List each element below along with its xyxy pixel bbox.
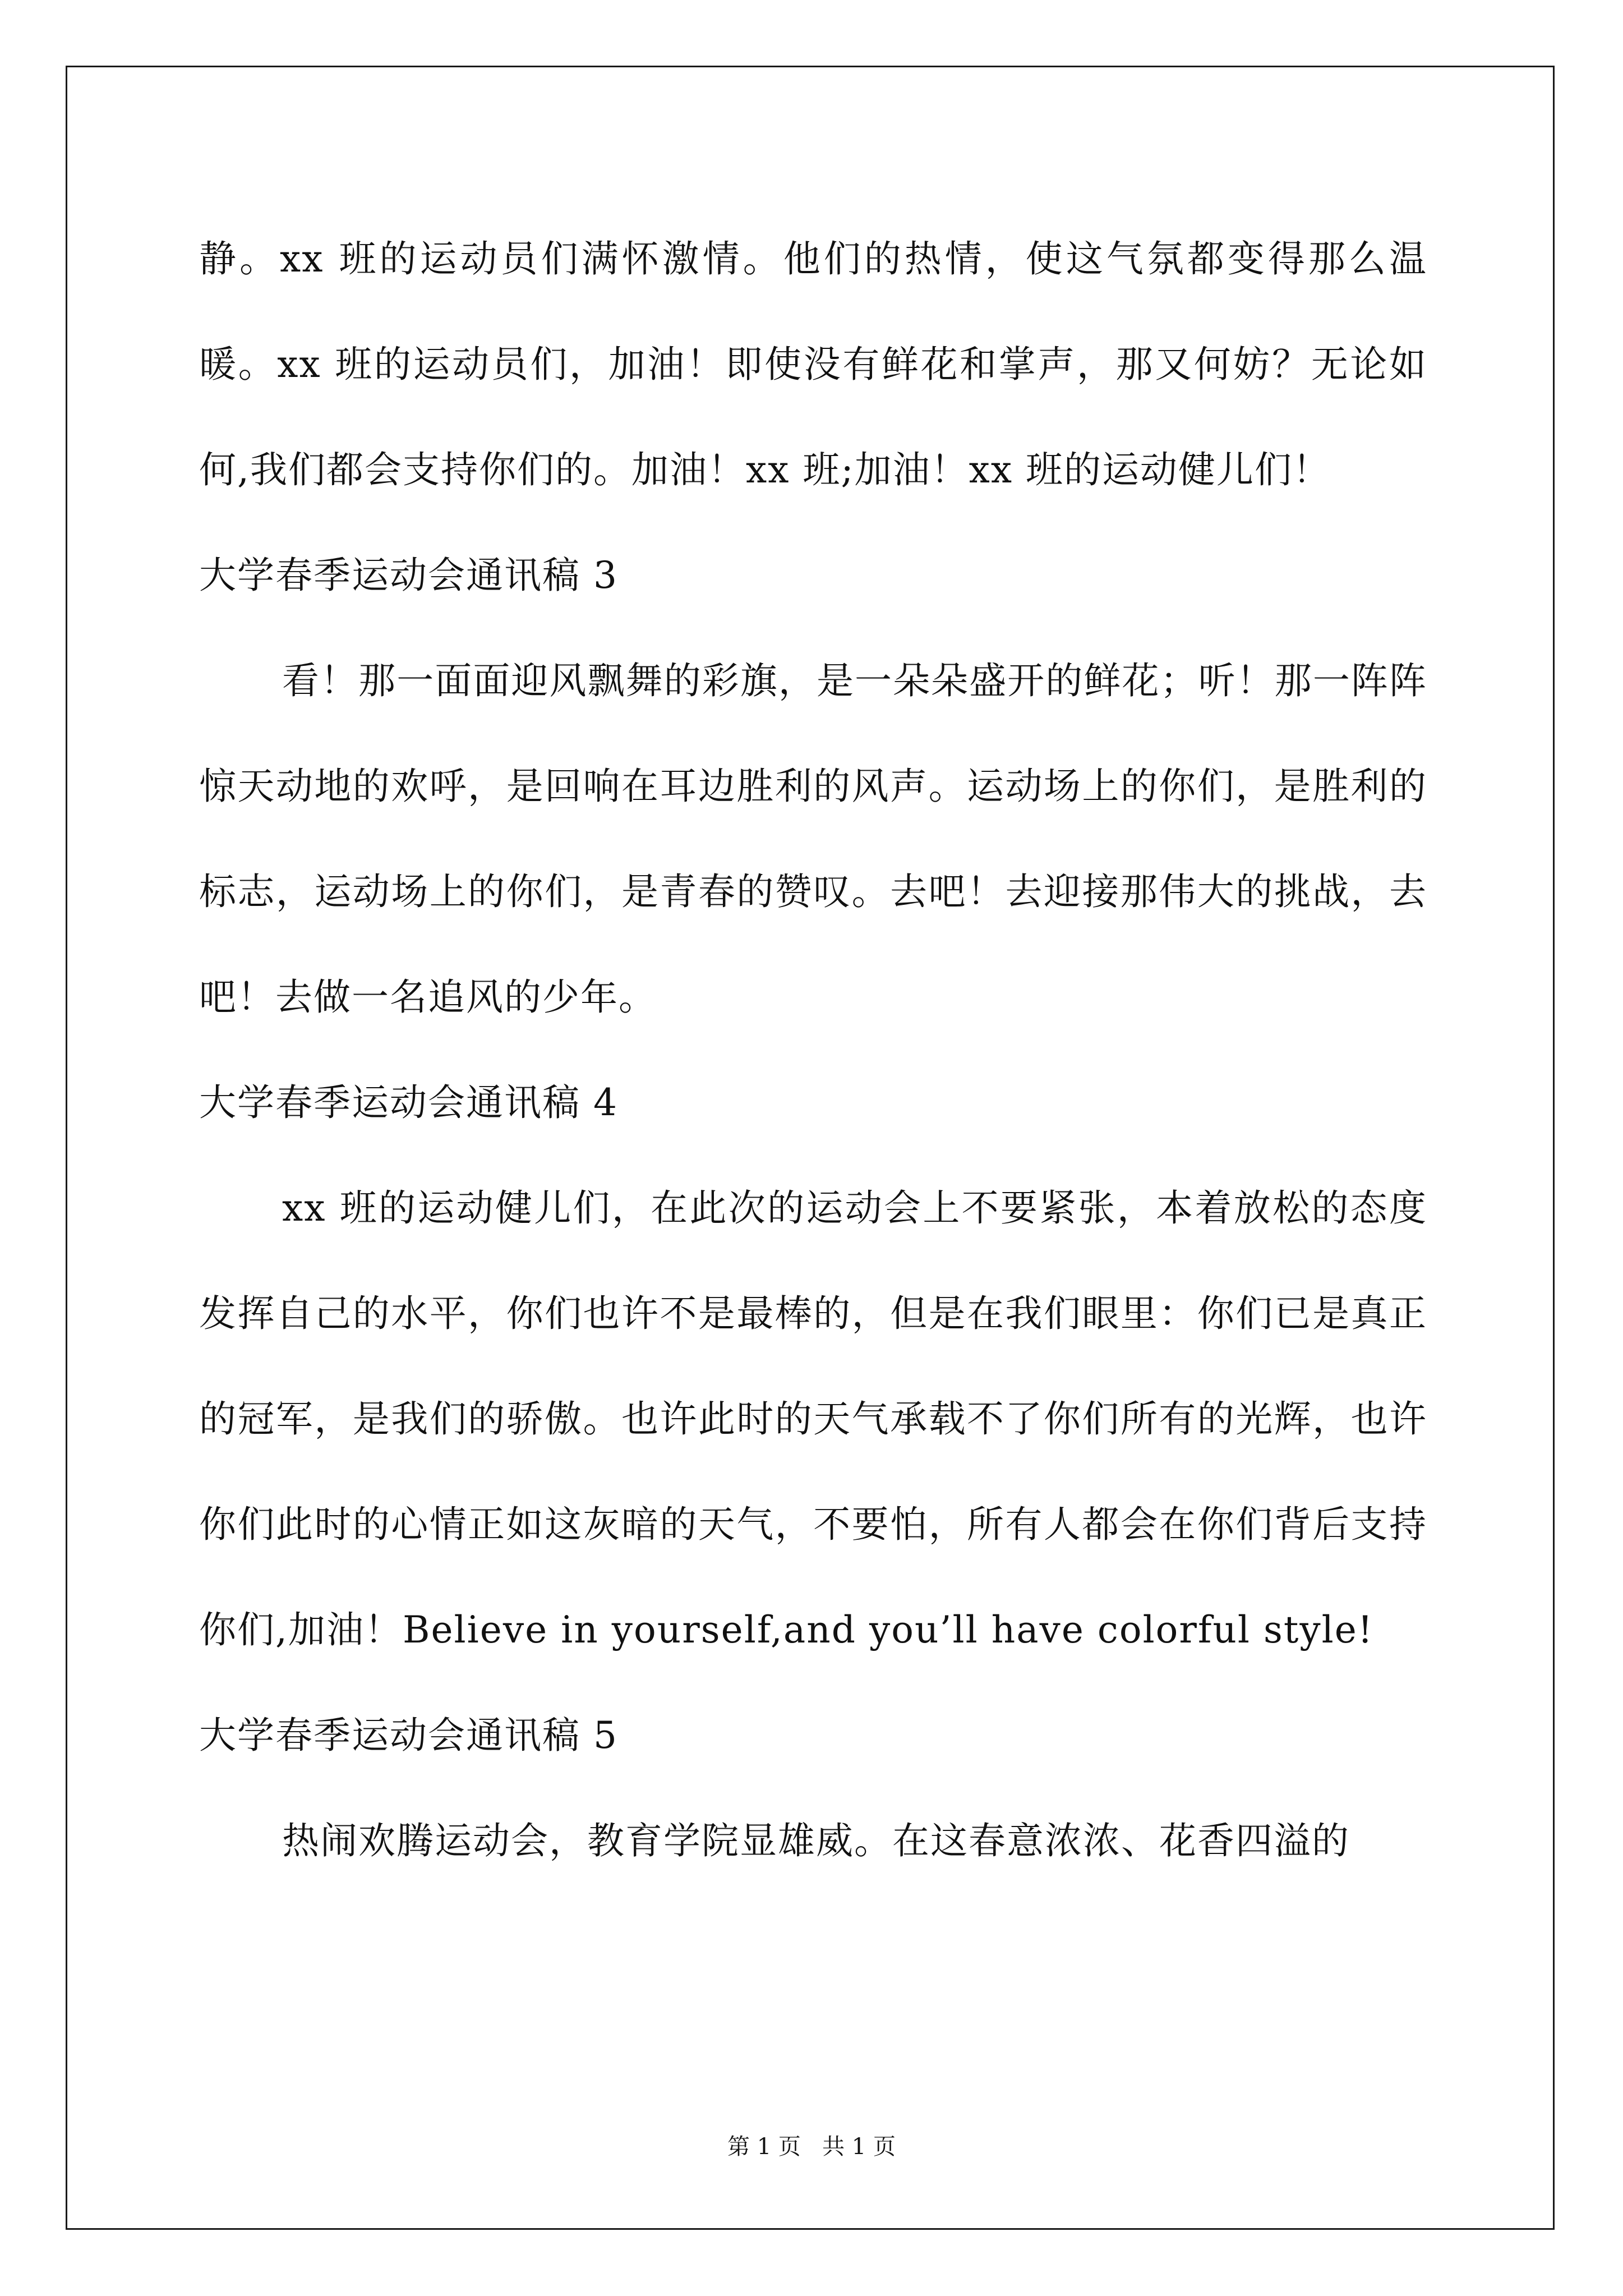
paragraph-1: 静。xx 班的运动员们满怀激情。他们的热情，使这气氛都变得那么温暖。xx 班的运动员们，加油！即使没有鲜花和掌声，那又何妨？无论如何,我们都会支持你们的。加油！xx 班;加油！xx 班的运动健儿们！ bbox=[199, 237, 1427, 491]
paragraph-2: 看！那一面面迎风飘舞的彩旗，是一朵朵盛开的鲜花；听！那一阵阵惊天动地的欢呼，是回响在耳边胜利的风声。运动场上的你们，是胜利的标志，运动场上的你们，是青春的赞叹。去吧！去迎接那伟大的挑战，去吧！去做一名追风的少年。 bbox=[199, 659, 1427, 1019]
paragraph-4: 热闹欢腾运动会，教育学院显雄威。在这春意浓浓、花香四溢的 bbox=[282, 1819, 1350, 1862]
page-footer: 第 1 页 共 1 页 bbox=[727, 2134, 896, 2160]
document-body bbox=[199, 206, 1427, 1894]
section-heading-3: 大学春季运动会通讯稿 3 bbox=[199, 554, 618, 597]
section-heading-5: 大学春季运动会通讯稿 5 bbox=[199, 1714, 618, 1757]
paragraph-3: xx 班的运动健儿们，在此次的运动会上不要紧张，本着放松的态度发挥自己的水平，你们也许不是最棒的，但是在我们眼里：你们已是真正的冠军，是我们的骄傲。也许此时的天气承载不了你们所有的光辉，也许你们此时的心情正如这灰暗的天气，不要怕，所有人都会在你们背后支持你们,加油！Believe in yourself,and you’ll have colorful style! bbox=[199, 1186, 1427, 1651]
section-heading-4: 大学春季运动会通讯稿 4 bbox=[199, 1081, 618, 1124]
